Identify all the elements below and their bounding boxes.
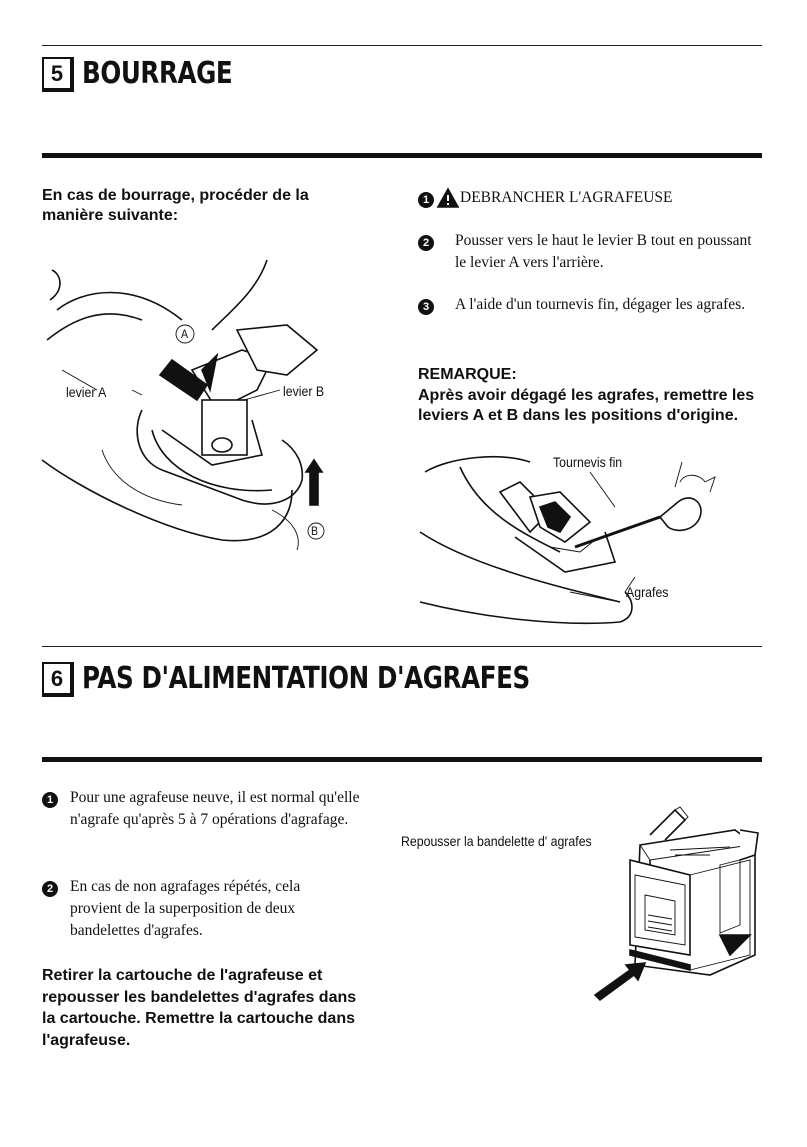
figure-marker-a: A xyxy=(181,327,189,341)
step-1-badge: 1 xyxy=(418,192,434,208)
screwdriver-label: Tournevis fin xyxy=(553,454,623,470)
section-6-number: 6 xyxy=(42,662,74,697)
s6-instruction: Retirer la cartouche de l'agrafeuse et repousser les bandelettes d'agrafes dans la cartouche. Remettre la cartouche dans l'agrafeuse. xyxy=(42,967,357,1049)
lever-a-label: levier A xyxy=(66,384,107,400)
section-6-title: PAS D'ALIMENTATION D'AGRAFES xyxy=(82,661,530,696)
warning-triangle-icon xyxy=(437,188,459,208)
step-3-text: A l'aide d'un tournevis fin, dégager les agrafes. xyxy=(455,296,746,313)
section-5-number: 5 xyxy=(42,57,74,92)
screwdriver-figure xyxy=(420,452,730,637)
figure-marker-b: B xyxy=(311,524,319,538)
push-strip-label: Repousser la bandelette d' agrafes xyxy=(401,833,592,849)
s6-step-1-text: Pour une agrafeuse neuve, il est normal qu'elle n'agrafe qu'après 5 à 7 opérations d'agrafage. xyxy=(70,789,360,828)
stapler-levers-figure xyxy=(42,250,372,550)
section-5-intro: En cas de bourrage, procéder de la manière suivante: xyxy=(42,187,309,224)
section-5-title: BOURRAGE xyxy=(82,56,233,91)
cartridge-figure xyxy=(590,805,765,1005)
section-6-top-rule xyxy=(42,646,762,647)
step-1-text: DEBRANCHER L'AGRAFEUSE xyxy=(460,189,673,206)
lever-b-label: levier B xyxy=(283,383,325,399)
top-rule xyxy=(42,45,762,46)
s6-step-1-badge: 1 xyxy=(42,792,58,808)
s6-step-2-badge: 2 xyxy=(42,881,58,897)
remark-text: Après avoir dégagé les agrafes, remettre les leviers A et B dans les positions d'origine. xyxy=(418,387,755,424)
staples-label: Agrafes xyxy=(626,584,669,600)
step-3-badge: 3 xyxy=(418,299,434,315)
section-5-rule xyxy=(42,153,762,158)
step-2-text: Pousser vers le haut le levier B tout en poussant le levier A vers l'arrière. xyxy=(455,232,752,271)
remark-title: REMARQUE: xyxy=(418,366,517,383)
s6-step-2-text: En cas de non agrafages répétés, cela provient de la superposition de deux bandelettes d'agrafes. xyxy=(70,878,301,939)
section-6-rule xyxy=(42,757,762,762)
step-2-badge: 2 xyxy=(418,235,434,251)
